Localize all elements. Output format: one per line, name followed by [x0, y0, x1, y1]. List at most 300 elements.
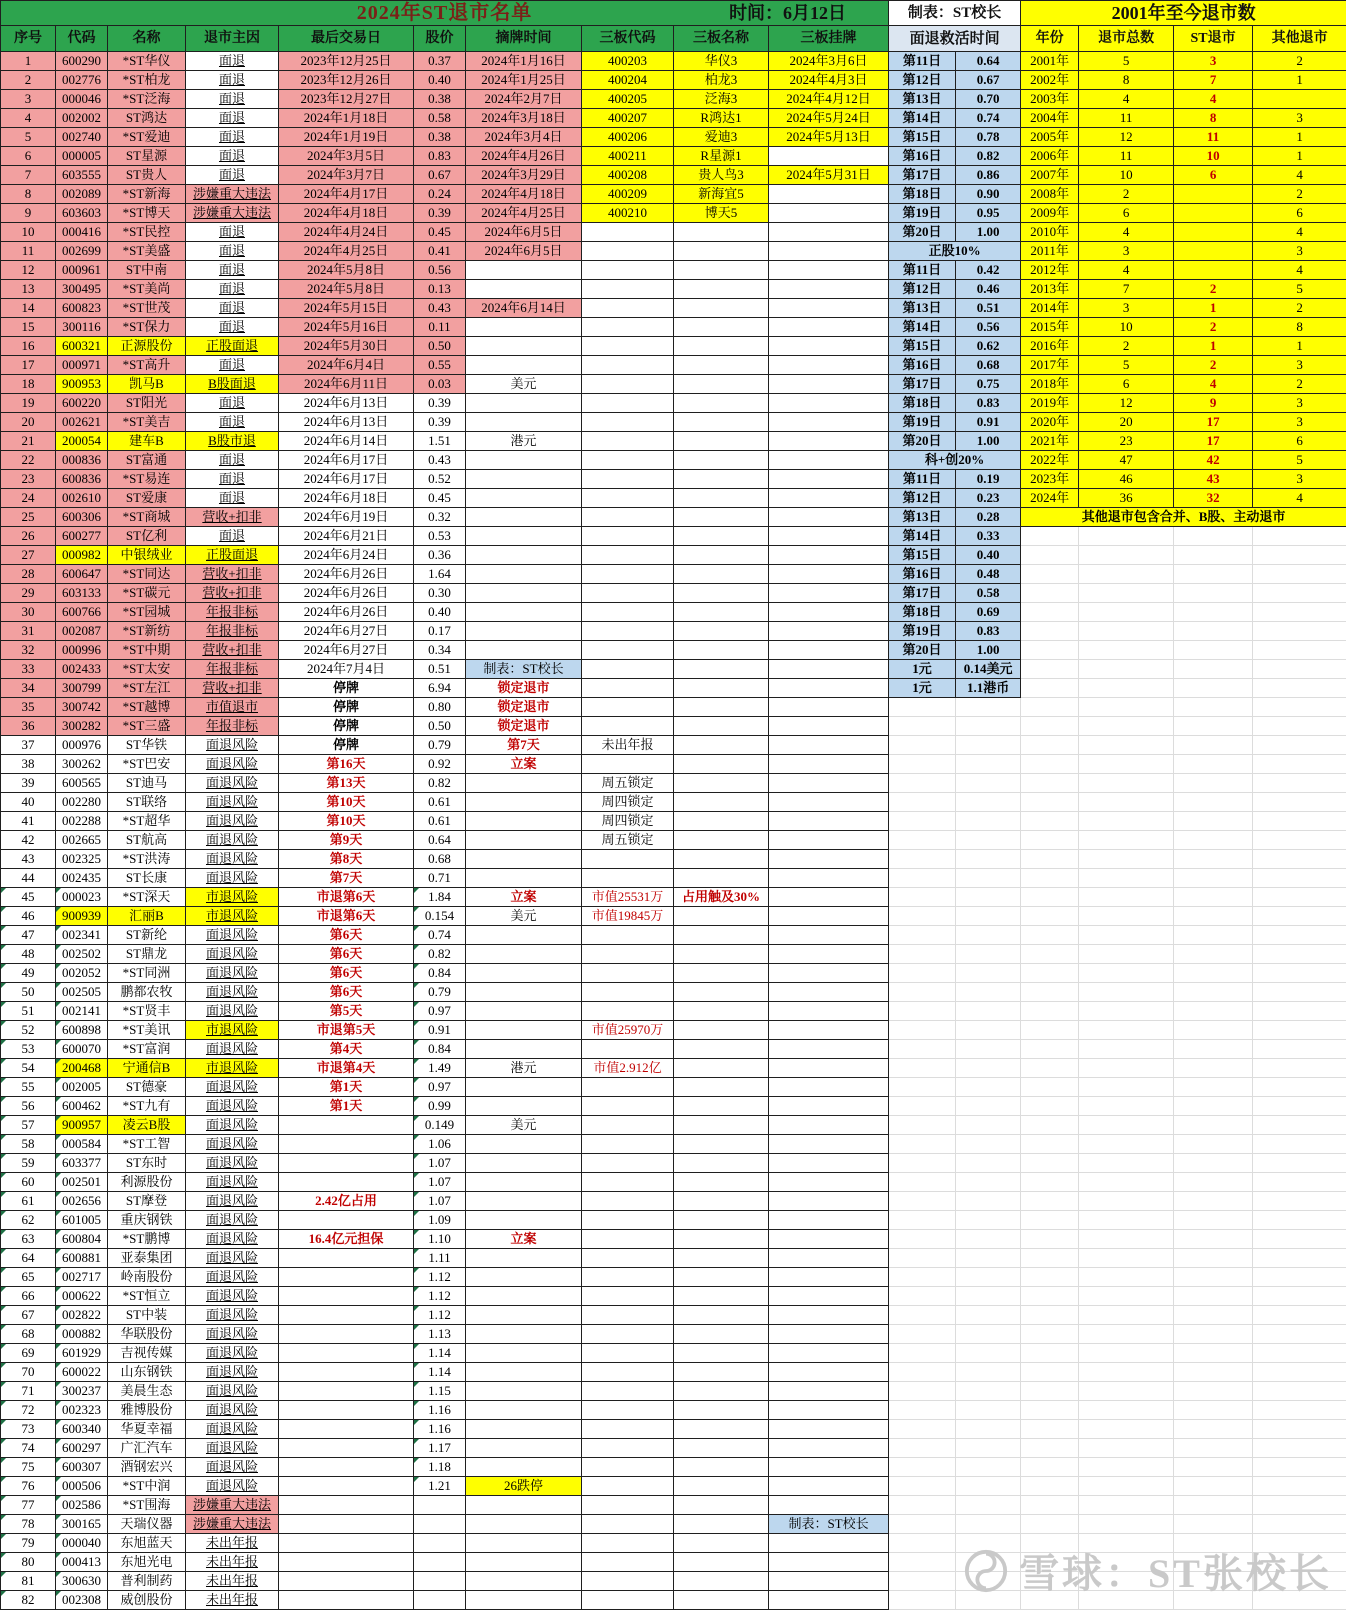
empty-cell: [1021, 1135, 1079, 1154]
main-cell: 002740: [56, 128, 108, 147]
main-cell: 59: [1, 1154, 56, 1173]
main-cell: 未出年报: [186, 1591, 279, 1610]
main-cell: 002822: [56, 1306, 108, 1325]
main-cell: 面退风险: [186, 1040, 279, 1059]
main-cell: [769, 1002, 889, 1021]
main-cell: [582, 584, 674, 603]
empty-cell: [1021, 527, 1079, 546]
empty-cell: [1174, 1458, 1253, 1477]
main-cell: 4: [1, 109, 56, 128]
revival-cell: 0.70: [956, 90, 1021, 109]
empty-cell: [889, 1116, 956, 1135]
main-cell: [674, 1173, 769, 1192]
main-cell: [769, 147, 889, 166]
main-cell: 鹏都农牧: [108, 983, 186, 1002]
revival-cell: 第17日: [889, 375, 956, 394]
year-cell: 2: [1253, 52, 1346, 71]
main-cell: 市退风险: [186, 1059, 279, 1078]
main-cell: 2024年3月6日: [769, 52, 889, 71]
main-cell: 周五锁定: [582, 831, 674, 850]
main-cell: 2024年5月16日: [279, 318, 414, 337]
revival-cell: 1.00: [956, 223, 1021, 242]
main-cell: [769, 907, 889, 926]
main-cell: 1.64: [414, 565, 466, 584]
empty-cell: [1174, 1268, 1253, 1287]
revival-cell: 第14日: [889, 318, 956, 337]
year-cell: 2014年: [1021, 299, 1079, 318]
empty-cell: [1079, 1344, 1174, 1363]
main-cell: 面退: [186, 128, 279, 147]
empty-cell: [1021, 1097, 1079, 1116]
year-cell: 2: [1079, 185, 1174, 204]
empty-cell: [889, 1344, 956, 1363]
revival-cell: 第15日: [889, 128, 956, 147]
main-cell: 002052: [56, 964, 108, 983]
main-cell: [582, 280, 674, 299]
empty-cell: [1021, 660, 1079, 679]
empty-cell: [1021, 1572, 1079, 1591]
main-cell: 2024年6月26日: [279, 603, 414, 622]
revival-cell: 0.58: [956, 584, 1021, 603]
col-header-year: 年份: [1021, 26, 1079, 52]
year-cell: 4: [1079, 90, 1174, 109]
main-cell: [769, 451, 889, 470]
main-cell: [674, 1401, 769, 1420]
main-cell: 0.34: [414, 641, 466, 660]
main-cell: [582, 223, 674, 242]
empty-cell: [1253, 1572, 1346, 1591]
empty-cell: [889, 1287, 956, 1306]
year-cell: 2021年: [1021, 432, 1079, 451]
main-cell: 面退: [186, 356, 279, 375]
main-cell: [279, 1173, 414, 1192]
col-header-total: 退市总数: [1079, 26, 1174, 52]
table-row: [1, 356, 1346, 375]
empty-cell: [1021, 641, 1079, 660]
year-cell: 3: [1253, 470, 1346, 489]
main-cell: 市退第6天: [279, 888, 414, 907]
empty-cell: [956, 1249, 1021, 1268]
empty-cell: [956, 774, 1021, 793]
empty-cell: [1021, 1211, 1079, 1230]
main-cell: [582, 432, 674, 451]
main-cell: 周四锁定: [582, 793, 674, 812]
revival-cell: 0.82: [956, 147, 1021, 166]
main-cell: 56: [1, 1097, 56, 1116]
empty-cell: [1021, 1477, 1079, 1496]
empty-cell: [1079, 1420, 1174, 1439]
empty-cell: [1079, 869, 1174, 888]
main-cell: 9: [1, 204, 56, 223]
main-cell: [582, 1268, 674, 1287]
empty-cell: [1174, 736, 1253, 755]
main-cell: 立案: [466, 1230, 582, 1249]
empty-cell: [1079, 1059, 1174, 1078]
table-row: [1, 147, 1346, 166]
empty-cell: [1174, 1021, 1253, 1040]
main-cell: [769, 1477, 889, 1496]
table-row: [1, 1420, 1346, 1439]
main-cell: [769, 1363, 889, 1382]
empty-cell: [1253, 1287, 1346, 1306]
empty-cell: [956, 1420, 1021, 1439]
empty-cell: [1021, 1306, 1079, 1325]
main-cell: 69: [1, 1344, 56, 1363]
empty-cell: [1021, 1534, 1079, 1553]
year-cell: 2011年: [1021, 242, 1079, 261]
main-cell: 正股面退: [186, 337, 279, 356]
main-cell: 2024年4月18日: [466, 185, 582, 204]
main-cell: *ST美讯: [108, 1021, 186, 1040]
main-cell: 涉嫌重大违法: [186, 185, 279, 204]
revival-cell: 第18日: [889, 603, 956, 622]
main-cell: 中银绒业: [108, 546, 186, 565]
main-cell: 2024年6月14日: [466, 299, 582, 318]
empty-cell: [956, 888, 1021, 907]
main-cell: 立案: [466, 888, 582, 907]
empty-cell: [1021, 1591, 1079, 1610]
empty-cell: [956, 1515, 1021, 1534]
revival-cell: 1元: [889, 660, 956, 679]
main-cell: 000961: [56, 261, 108, 280]
main-cell: ST新纶: [108, 926, 186, 945]
empty-cell: [1021, 1021, 1079, 1040]
main-cell: 2024年6月5日: [466, 242, 582, 261]
main-cell: 0.97: [414, 1002, 466, 1021]
main-cell: [466, 470, 582, 489]
main-cell: [674, 1477, 769, 1496]
main-cell: 0.40: [414, 71, 466, 90]
main-cell: 600898: [56, 1021, 108, 1040]
main-cell: 45: [1, 888, 56, 907]
main-cell: [769, 280, 889, 299]
year-cell: 2: [1174, 318, 1253, 337]
main-cell: [582, 850, 674, 869]
main-cell: 2.42亿占用: [279, 1192, 414, 1211]
main-cell: 44: [1, 869, 56, 888]
main-cell: [582, 489, 674, 508]
main-cell: 48: [1, 945, 56, 964]
main-cell: 占用触及30%: [674, 888, 769, 907]
main-cell: [582, 299, 674, 318]
main-cell: [279, 1515, 414, 1534]
main-cell: 000622: [56, 1287, 108, 1306]
empty-cell: [889, 1192, 956, 1211]
main-cell: 宁通信B: [108, 1059, 186, 1078]
main-cell: *ST美尚: [108, 280, 186, 299]
revival-cell: 0.42: [956, 261, 1021, 280]
main-cell: 1.21: [414, 1477, 466, 1496]
main-cell: 新海宜5: [674, 185, 769, 204]
empty-cell: [1079, 1135, 1174, 1154]
main-cell: 12: [1, 261, 56, 280]
revival-cell: 0.33: [956, 527, 1021, 546]
revival-cell-span: 正股10%: [889, 242, 1021, 261]
empty-cell: [956, 1591, 1021, 1610]
main-cell: 002002: [56, 109, 108, 128]
main-cell: 0.91: [414, 1021, 466, 1040]
main-cell: [674, 1515, 769, 1534]
empty-cell: [1021, 584, 1079, 603]
main-cell: 面退: [186, 489, 279, 508]
main-cell: 603133: [56, 584, 108, 603]
main-cell: 面退风险: [186, 1458, 279, 1477]
table-row: [1, 945, 1346, 964]
empty-cell: [1253, 1059, 1346, 1078]
empty-cell: [889, 1306, 956, 1325]
main-cell: 年报非标: [186, 622, 279, 641]
main-cell: *ST易连: [108, 470, 186, 489]
empty-cell: [1253, 1211, 1346, 1230]
table-row: [1, 1591, 1346, 1610]
empty-cell: [889, 1211, 956, 1230]
main-cell: [582, 1382, 674, 1401]
main-cell: [582, 1040, 674, 1059]
main-cell: [279, 1249, 414, 1268]
empty-cell: [1021, 831, 1079, 850]
year-cell: 2005年: [1021, 128, 1079, 147]
empty-cell: [889, 774, 956, 793]
main-cell: [769, 356, 889, 375]
empty-cell: [1253, 774, 1346, 793]
empty-cell: [956, 1458, 1021, 1477]
empty-cell: [1021, 1287, 1079, 1306]
table-row: [1, 1325, 1346, 1344]
main-cell: [674, 413, 769, 432]
main-cell: 2024年6月27日: [279, 641, 414, 660]
year-cell: 2016年: [1021, 337, 1079, 356]
main-cell: [674, 831, 769, 850]
empty-cell: [956, 964, 1021, 983]
year-cell: 10: [1079, 318, 1174, 337]
main-cell: [466, 280, 582, 299]
main-cell: *ST恒立: [108, 1287, 186, 1306]
year-cell: 20: [1079, 413, 1174, 432]
empty-cell: [1079, 1154, 1174, 1173]
main-cell: 002087: [56, 622, 108, 641]
empty-cell: [1174, 1173, 1253, 1192]
empty-cell: [956, 1078, 1021, 1097]
empty-cell: [956, 1154, 1021, 1173]
main-cell: [466, 926, 582, 945]
year-cell: 2: [1174, 356, 1253, 375]
main-cell: [582, 1116, 674, 1135]
empty-cell: [1253, 603, 1346, 622]
main-cell: 50: [1, 983, 56, 1002]
main-cell: [414, 1515, 466, 1534]
year-cell: 5: [1079, 356, 1174, 375]
empty-cell: [1174, 1439, 1253, 1458]
main-cell: [769, 299, 889, 318]
main-cell: 1.12: [414, 1306, 466, 1325]
main-cell: [674, 1002, 769, 1021]
empty-cell: [1021, 1040, 1079, 1059]
empty-cell: [1021, 793, 1079, 812]
main-cell: [466, 1553, 582, 1572]
empty-cell: [1174, 1287, 1253, 1306]
main-cell: [674, 375, 769, 394]
empty-cell: [1174, 1249, 1253, 1268]
table-row: [1, 1458, 1346, 1477]
main-cell: 2024年1月25日: [466, 71, 582, 90]
empty-cell: [956, 1363, 1021, 1382]
main-cell: [674, 394, 769, 413]
main-cell: 66: [1, 1287, 56, 1306]
table-row: [1, 622, 1346, 641]
main-cell: [769, 337, 889, 356]
main-cell: [582, 565, 674, 584]
empty-cell: [889, 1325, 956, 1344]
main-cell: [769, 432, 889, 451]
main-cell: 600022: [56, 1363, 108, 1382]
main-cell: R鸿达1: [674, 109, 769, 128]
empty-cell: [1079, 983, 1174, 1002]
main-cell: 2024年6月26日: [279, 565, 414, 584]
main-cell: 港元: [466, 432, 582, 451]
empty-cell: [1079, 527, 1174, 546]
table-row: [1, 432, 1346, 451]
empty-cell: [1174, 1040, 1253, 1059]
empty-cell: [1174, 1477, 1253, 1496]
main-cell: [466, 1135, 582, 1154]
main-cell: 200468: [56, 1059, 108, 1078]
main-cell: [769, 1116, 889, 1135]
main-cell: 2024年5月8日: [279, 280, 414, 299]
main-cell: [769, 489, 889, 508]
main-cell: 0.24: [414, 185, 466, 204]
empty-cell: [1021, 1154, 1079, 1173]
main-cell: 第10天: [279, 793, 414, 812]
main-cell: [466, 1572, 582, 1591]
main-cell: [674, 1135, 769, 1154]
main-cell: 面退风险: [186, 831, 279, 850]
main-cell: 300165: [56, 1515, 108, 1534]
main-cell: 停牌: [279, 736, 414, 755]
revival-cell: 第18日: [889, 185, 956, 204]
main-cell: [279, 1363, 414, 1382]
main-cell: [279, 1496, 414, 1515]
empty-cell: [889, 1078, 956, 1097]
table-row: [1, 679, 1346, 698]
main-cell: [769, 185, 889, 204]
empty-cell: [1174, 1382, 1253, 1401]
empty-cell: [956, 1325, 1021, 1344]
main-cell: 1.07: [414, 1154, 466, 1173]
header-row: [1, 26, 1346, 52]
main-cell: 2: [1, 71, 56, 90]
main-cell: 400211: [582, 147, 674, 166]
year-cell: 1: [1174, 337, 1253, 356]
main-cell: *ST泛海: [108, 90, 186, 109]
main-cell: [674, 850, 769, 869]
main-cell: [466, 1192, 582, 1211]
empty-cell: [1253, 983, 1346, 1002]
empty-cell: [1079, 774, 1174, 793]
main-title-bar: [1, 1, 889, 26]
main-cell: [769, 755, 889, 774]
main-cell: 7: [1, 166, 56, 185]
main-cell: [414, 1591, 466, 1610]
main-cell: 0.79: [414, 983, 466, 1002]
empty-cell: [889, 926, 956, 945]
table-row: [1, 318, 1346, 337]
empty-cell: [889, 1439, 956, 1458]
empty-cell: [1174, 565, 1253, 584]
year-cell: 4: [1253, 489, 1346, 508]
main-cell: *ST中润: [108, 1477, 186, 1496]
year-cell: 2003年: [1021, 90, 1079, 109]
year-cell: 5: [1079, 52, 1174, 71]
revival-cell: 第12日: [889, 71, 956, 90]
table-row: [1, 375, 1346, 394]
main-cell: ST东时: [108, 1154, 186, 1173]
table-row: [1, 1154, 1346, 1173]
main-cell: 1.07: [414, 1192, 466, 1211]
table-row: [1, 1059, 1346, 1078]
main-cell: [769, 888, 889, 907]
main-cell: 600297: [56, 1439, 108, 1458]
main-cell: 0.97: [414, 1078, 466, 1097]
main-cell: [582, 603, 674, 622]
empty-cell: [1253, 1553, 1346, 1572]
main-cell: 47: [1, 926, 56, 945]
main-cell: 2024年6月14日: [279, 432, 414, 451]
main-cell: [279, 1591, 414, 1610]
title-row: [1, 1, 1346, 26]
main-cell: [769, 223, 889, 242]
col-header-st: ST退市: [1174, 26, 1253, 52]
revival-cell: 第15日: [889, 337, 956, 356]
year-cell: 1: [1253, 147, 1346, 166]
main-cell: 10: [1, 223, 56, 242]
empty-cell: [1021, 1553, 1079, 1572]
main-cell: 2024年7月4日: [279, 660, 414, 679]
main-cell: 000040: [56, 1534, 108, 1553]
main-cell: [466, 641, 582, 660]
empty-cell: [1174, 527, 1253, 546]
main-cell: 46: [1, 907, 56, 926]
main-cell: [582, 926, 674, 945]
empty-cell: [1253, 850, 1346, 869]
main-cell: 营收+扣非: [186, 584, 279, 603]
main-cell: 2024年4月3日: [769, 71, 889, 90]
year-cell: 8: [1079, 71, 1174, 90]
empty-cell: [956, 945, 1021, 964]
main-cell: 002005: [56, 1078, 108, 1097]
main-cell: ST鼎龙: [108, 945, 186, 964]
empty-cell: [1253, 869, 1346, 888]
revival-cell: 第13日: [889, 508, 956, 527]
main-cell: [582, 622, 674, 641]
main-cell: 面退风险: [186, 1344, 279, 1363]
year-cell: 8: [1174, 109, 1253, 128]
empty-cell: [1174, 907, 1253, 926]
main-cell: *ST华仪: [108, 52, 186, 71]
main-cell: 营收+扣非: [186, 679, 279, 698]
main-cell: 面退: [186, 451, 279, 470]
year-cell: 4: [1079, 261, 1174, 280]
main-cell: *ST保力: [108, 318, 186, 337]
empty-cell: [1079, 1078, 1174, 1097]
main-cell: 300742: [56, 698, 108, 717]
main-cell: *ST美吉: [108, 413, 186, 432]
main-cell: [769, 1230, 889, 1249]
main-cell: 面退风险: [186, 1154, 279, 1173]
year-cell: [1174, 185, 1253, 204]
empty-cell: [1079, 1249, 1174, 1268]
col-header-delist-time: 摘牌时间: [466, 26, 582, 52]
main-cell: 面退风险: [186, 926, 279, 945]
